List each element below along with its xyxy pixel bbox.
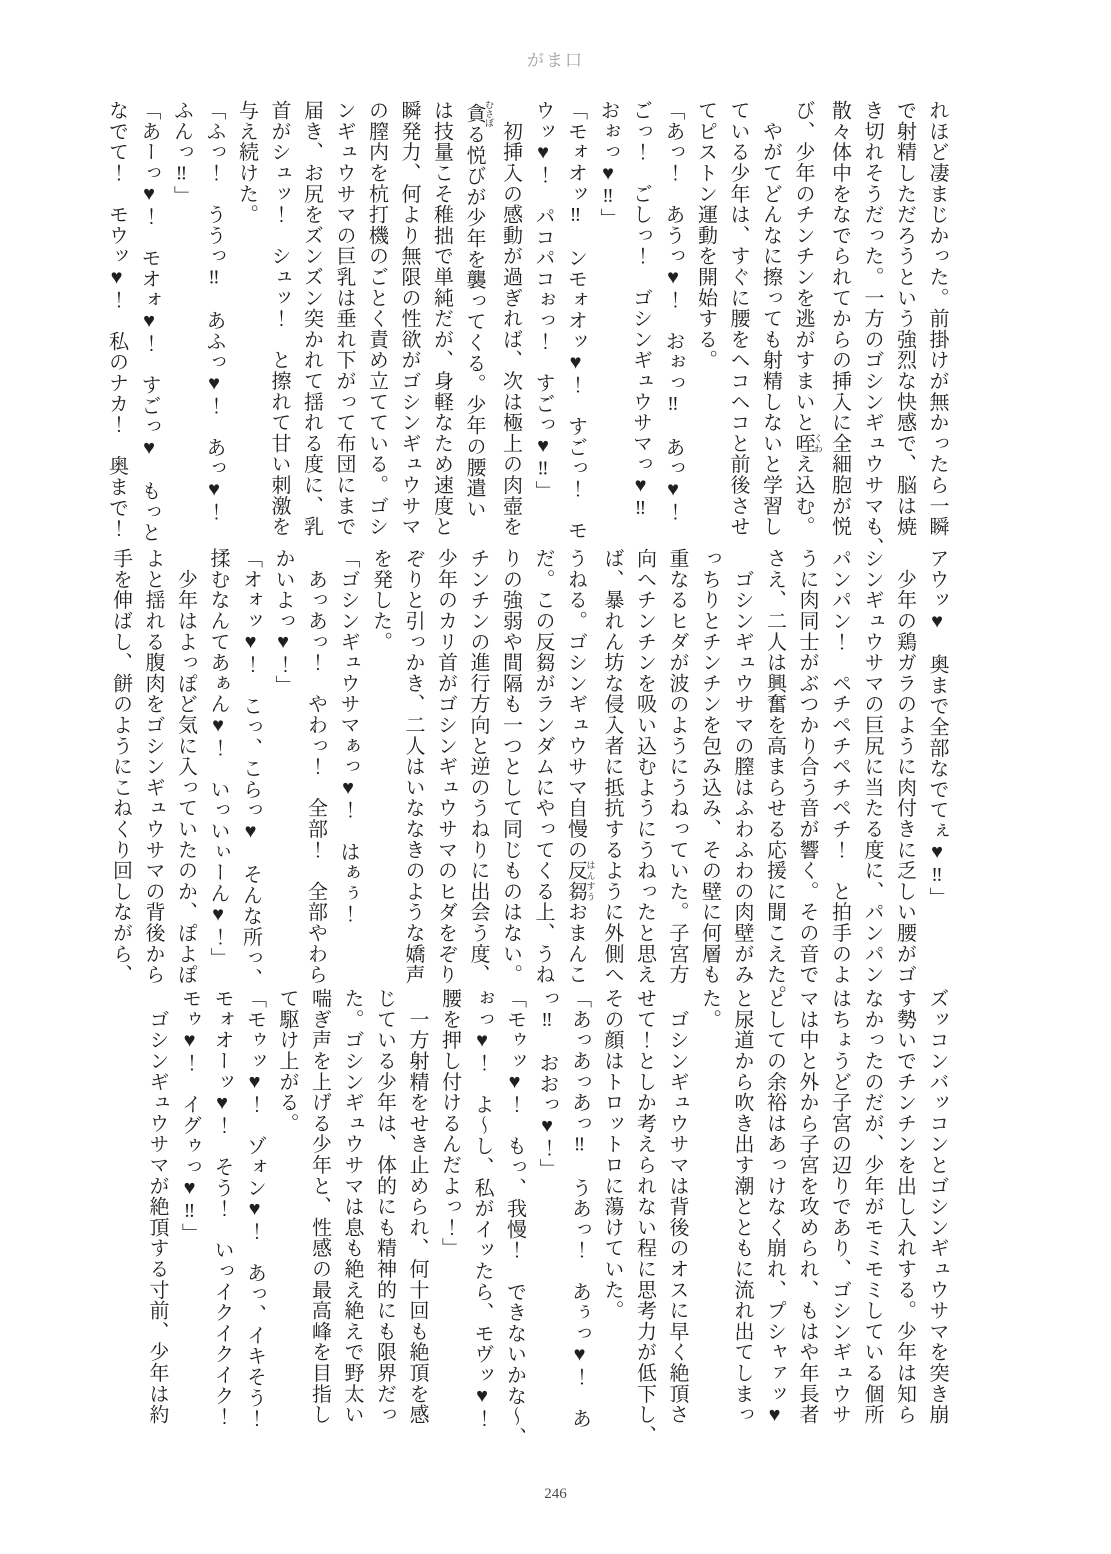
text-column: モォオーッ♥！ そう！ いっイクイクイク！ [211,988,233,1427]
text-column: 「あっ！ あうっ♥！ おぉっ‼ あっ♥！ [662,100,684,522]
text-column: 「モォオッ‼ ンモォオッ♥！ すごっ！ モ [564,100,587,541]
text-column: 少年の鶏ガラのように肉付きに乏しい腰がゴ [893,548,916,985]
text-column: マは中と外から子宮を攻められ、もはや年長者 [796,988,818,1425]
text-column: チンチンの進行方向と逆のうねりに出会う度、 [467,548,489,985]
text-column: なでて！ モウッ♥！ 私のナカ！ 奥まで！ [105,100,128,539]
text-band-bottom [141,988,954,1450]
text-column: っちりとチンチンを包み込み、その壁に何層も [698,548,721,985]
text-column: っ‼ おおっ♥！」 [536,988,558,1180]
text-column: 「あーっ♥！ モオォ♥！ すごっ♥ もっと [138,100,160,543]
text-column: れほど凄まじかった。前掛けが無かったら一瞬 [926,100,948,537]
text-column: 向へチンチンを吸い込むようにうねったと思え [633,548,656,985]
text-column: シンギュウサマの巨尻に当たる度に、パンパン [861,548,883,985]
text-column: ズッコンバッコンとゴシンギュウサマを突き崩 [926,988,948,1425]
text-column: ゴシンギュウサマは背後のオスに早く絶頂さ [666,988,688,1425]
text-column: た。 [698,988,721,1030]
text-column: 散々体中をなでられてからの挿入に全細胞が悦 [828,100,851,537]
text-column: き切れそうだった。一方のゴシンギュウサマも、 [861,100,883,558]
text-column: と尿道から吹き出す潮とともに流れ出てしまっ [731,988,753,1425]
text-column: 「モゥッ♥！ もっ、我慢！ できないかな〜、 [503,988,526,1448]
text-column: ゴシンギュウサマの膣はふわふわの肉壁がみ [731,548,753,985]
text-column: はちょうど子宮の辺りであり、ゴシンギュウサ [828,988,851,1425]
text-column: パンパン！ ペチペチペチペチ！ と拍手のよ [828,548,851,985]
text-column: アウッ♥ 奥まで全部なでてぇ♥‼」 [926,548,948,908]
text-column: 手を伸ばし、餅のようにこねくり回しながら、 [109,548,132,985]
text-column: を発した。 [369,548,392,652]
text-column: 揉むなんてあぁん♥！ いっいぃーん♥！」 [207,548,229,968]
text-column: す勢いでチンチンを出し入れする。少年は知ら [893,988,916,1425]
text-column: の膣内を杭打機のごとく責め立てている。ゴシ [365,100,388,537]
text-column: あっあっ！ やわっ！ 全部！ 全部やわら [304,548,327,985]
text-column: うねる。ゴシンギュウサマ自慢の反芻 はんすうおまんこ [564,548,596,985]
text-column: 腰を押し付けるんだよっ！」 [438,988,461,1259]
text-column: ている少年は、すぐに腰をヘコヘコと前後させ [727,100,749,537]
text-column: 「あっあっあっ‼ うあっ！ あぅっ♥！ あ [568,988,591,1429]
text-column: ゴシンギュウサマが絶頂する寸前、少年は約 [146,988,168,1425]
text-column: 与え続けた。 [235,100,258,225]
text-column: 「ゴシンギュウサマぁっ♥！ はぁぅ！ [337,548,359,925]
text-column: りの強弱や間隔も一つとして同じものはない。 [499,548,522,985]
text-column: 少年のカリ首がゴシンギュウサマのヒダをぞり [434,548,457,985]
text-column: ウッ♥！ パコパコぉっ！ すごっ♥‼」 [532,100,554,502]
text-column: よと揺れる腹肉をゴシンギュウサマの背後から [142,548,164,985]
text-column: 首がシュッ！ シュッ！ と擦れて甘い刺激を [268,100,290,537]
text-column: で射精しただろうという強烈な快感で、脳は焼 [893,100,916,537]
text-column: てピストン運動を開始する。 [694,100,717,371]
text-column: なかったのだが、少年がモミモミしている個所 [861,988,883,1425]
text-column: 瞬発力、何より無限の性欲がゴシンギュウサマ [398,100,420,537]
text-column: さえ、二人は興奮を高まらせる応援に聞こえた。 [763,548,786,1006]
running-head-title: がま口 [527,51,584,70]
text-column: た。ゴシンギュウサマは息も絶え絶えで野太い [341,988,363,1425]
text-column: かいよっ♥！」 [272,548,294,696]
text-column: おぉっ♥‼」 [597,100,619,229]
text-column: び、少年のチンチンを逃がすまいと咥 くわえ込む。 [792,100,823,537]
text-column: ぉっ♥！ よ〜し、私がイッたら、モヴッ♥！ [471,988,493,1429]
text-column: うに肉同士がぶつかり合う音が響く。その音で [796,548,818,985]
text-column: て駆け上がる。 [276,988,298,1134]
text-column: だ。この反芻がランダムにやってくる上、うね [532,548,554,985]
text-column: モゥ♥！ イグゥっ♥‼」 [178,988,201,1244]
text-column: は技量こそ稚拙で単純だが、身軽なため速度と [430,100,453,537]
text-column: としての余裕はあっけなく崩れ、プシャァッ♥ [763,988,786,1427]
text-column: ふんっ‼」 [170,100,193,206]
text-column: やがてどんなに擦っても射精しないと学習し [759,100,782,537]
text-column: ごっ！ ごしっ！ ゴシンギュウサマっ♥‼ [629,100,652,520]
text-column: せて！としか考えられない程に思考力が低下し、 [633,988,656,1446]
text-column: ンギュウサマの巨乳は垂れ下がって布団にまで [333,100,355,537]
text-band-middle [104,548,953,1010]
text-band-top [100,100,953,558]
text-column: 届き、お尻をズンズン突かれて揺れる度に、乳 [300,100,323,537]
text-column: 「モゥッ♥！ ゾォン♥！ あっ、イキそう！ [243,988,266,1429]
text-column: 喘ぎ声を上げる少年と、性感の最高峰を目指し [308,988,331,1425]
text-column: 少年はよっぽど気に入っていたのか、ぽよぽ [174,548,197,985]
page-number: 246 [544,1486,567,1502]
text-column: ぞりと引っかき、二人はいななきのような嬌声 [402,548,424,985]
text-column: 貪 むさぼる悦びが少年を襲ってくる。少年の腰遣い [463,100,494,520]
text-column: 「オォッ♥！ こっ、こらっ♥ そんな所っ、 [239,548,262,989]
text-column: ば、暴れん坊な侵入者に抵抗するように外側へ [601,548,623,985]
text-column: 初挿入の感動が過ぎれば、次は極上の肉壺を [499,100,522,537]
text-column: 重なるヒダが波のようにうねっていた。子宮方 [666,548,688,985]
text-column: じている少年は、体的にも精神的にも限界だっ [373,988,396,1425]
text-column: 「ふっ！ ううっ‼ あふっ♥！ あっ♥！ [203,100,225,522]
text-column: 一方射精をせき止められ、何十回も絶頂を感 [406,988,428,1425]
text-column: その顔はトロットロに蕩けていた。 [601,988,623,1321]
